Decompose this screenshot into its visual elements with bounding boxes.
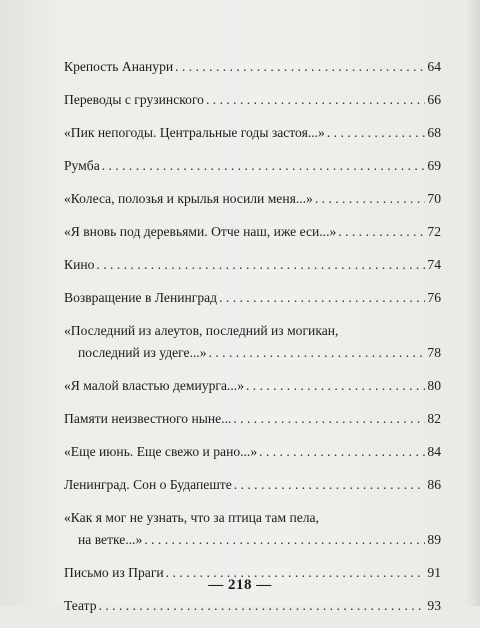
toc-entry <box>64 155 441 177</box>
toc-entry-page: 74 <box>427 257 441 272</box>
toc-entry-page: 89 <box>427 532 441 547</box>
toc-entry <box>64 408 441 430</box>
toc-entry-title-line1: «Последний из алеутов, последний из могикан, <box>64 323 339 338</box>
dot-leader <box>327 122 426 144</box>
toc-entry-title: последний из удеге...» <box>78 345 207 360</box>
toc-entry-title: Кино <box>64 257 95 272</box>
toc-entry-page: 78 <box>427 345 441 360</box>
dot-leader <box>206 89 425 111</box>
toc-entry-page: 86 <box>427 477 441 492</box>
toc-entry-title: на ветке...» <box>78 532 143 547</box>
toc-entry-title: Румба <box>64 158 100 173</box>
dot-leader <box>315 188 426 210</box>
dot-leader <box>246 375 425 397</box>
toc-entry-title: «Колеса, полозья и крылья носили меня...» <box>64 191 313 206</box>
toc-entry-page: 91 <box>427 565 441 580</box>
page-edge-shadow <box>466 0 480 606</box>
dot-leader <box>338 221 425 243</box>
toc-entry-page: 66 <box>427 92 441 107</box>
toc-entry <box>64 287 441 309</box>
toc-entry-page: 76 <box>427 290 441 305</box>
dot-leader <box>219 287 425 309</box>
toc-entry-page: 68 <box>427 125 441 140</box>
toc-entry <box>64 89 441 111</box>
toc-entry-title: «Я малой властью демиурга...» <box>64 378 244 393</box>
toc-entry <box>64 441 441 463</box>
toc-entry-title: Памяти неизвестного ныне... <box>64 411 232 426</box>
toc-entry-page: 64 <box>427 59 441 74</box>
toc-entry-title: Возвращение в Ленинград <box>64 290 218 305</box>
toc-entry <box>64 221 441 243</box>
dot-leader <box>99 595 426 617</box>
toc-entry-page: 93 <box>427 598 441 613</box>
toc-entry-page: 82 <box>427 411 441 426</box>
toc-entry <box>64 320 441 364</box>
toc-entry-page: 80 <box>427 378 441 393</box>
toc-entry-title: «Пик непогоды. Центральные годы застоя...» <box>64 125 325 140</box>
toc-entry-title: Ленинград. Сон о Будапеште <box>64 477 232 492</box>
toc-entry-title-line1: «Как я мог не узнать, что за птица там пела, <box>64 510 319 525</box>
dot-leader <box>96 254 425 276</box>
dot-leader <box>175 56 425 78</box>
toc-entry <box>64 56 441 78</box>
toc-entry-title: «Еще июнь. Еще свежо и рано...» <box>64 444 258 459</box>
dot-leader <box>144 529 425 551</box>
dot-leader <box>233 408 425 430</box>
dot-leader <box>234 474 426 496</box>
toc-entry <box>64 375 441 397</box>
dot-leader <box>102 155 426 177</box>
toc-entry-title: Крепость Ананури <box>64 59 174 74</box>
toc-entry-page: 72 <box>427 224 441 239</box>
page-number: — 218 — <box>208 577 272 593</box>
toc-entry <box>64 122 441 144</box>
dot-leader <box>259 441 425 463</box>
toc-entry-title: Театр <box>64 598 97 613</box>
toc-entry-page: 84 <box>427 444 441 459</box>
toc-entry-page: 69 <box>427 158 441 173</box>
toc-entry-title: «Я вновь под деревьями. Отче наш, иже еси...» <box>64 224 337 239</box>
toc-entry-title: Письмо из Праги <box>64 565 164 580</box>
dot-leader <box>209 342 426 364</box>
toc-entry <box>64 507 441 551</box>
toc-entry <box>64 595 441 617</box>
toc-entry <box>64 474 441 496</box>
table-of-contents <box>64 56 441 628</box>
toc-entry-page: 70 <box>427 191 441 206</box>
toc-entry-title: Переводы с грузинского <box>64 92 204 107</box>
toc-entry <box>64 254 441 276</box>
toc-entry <box>64 188 441 210</box>
